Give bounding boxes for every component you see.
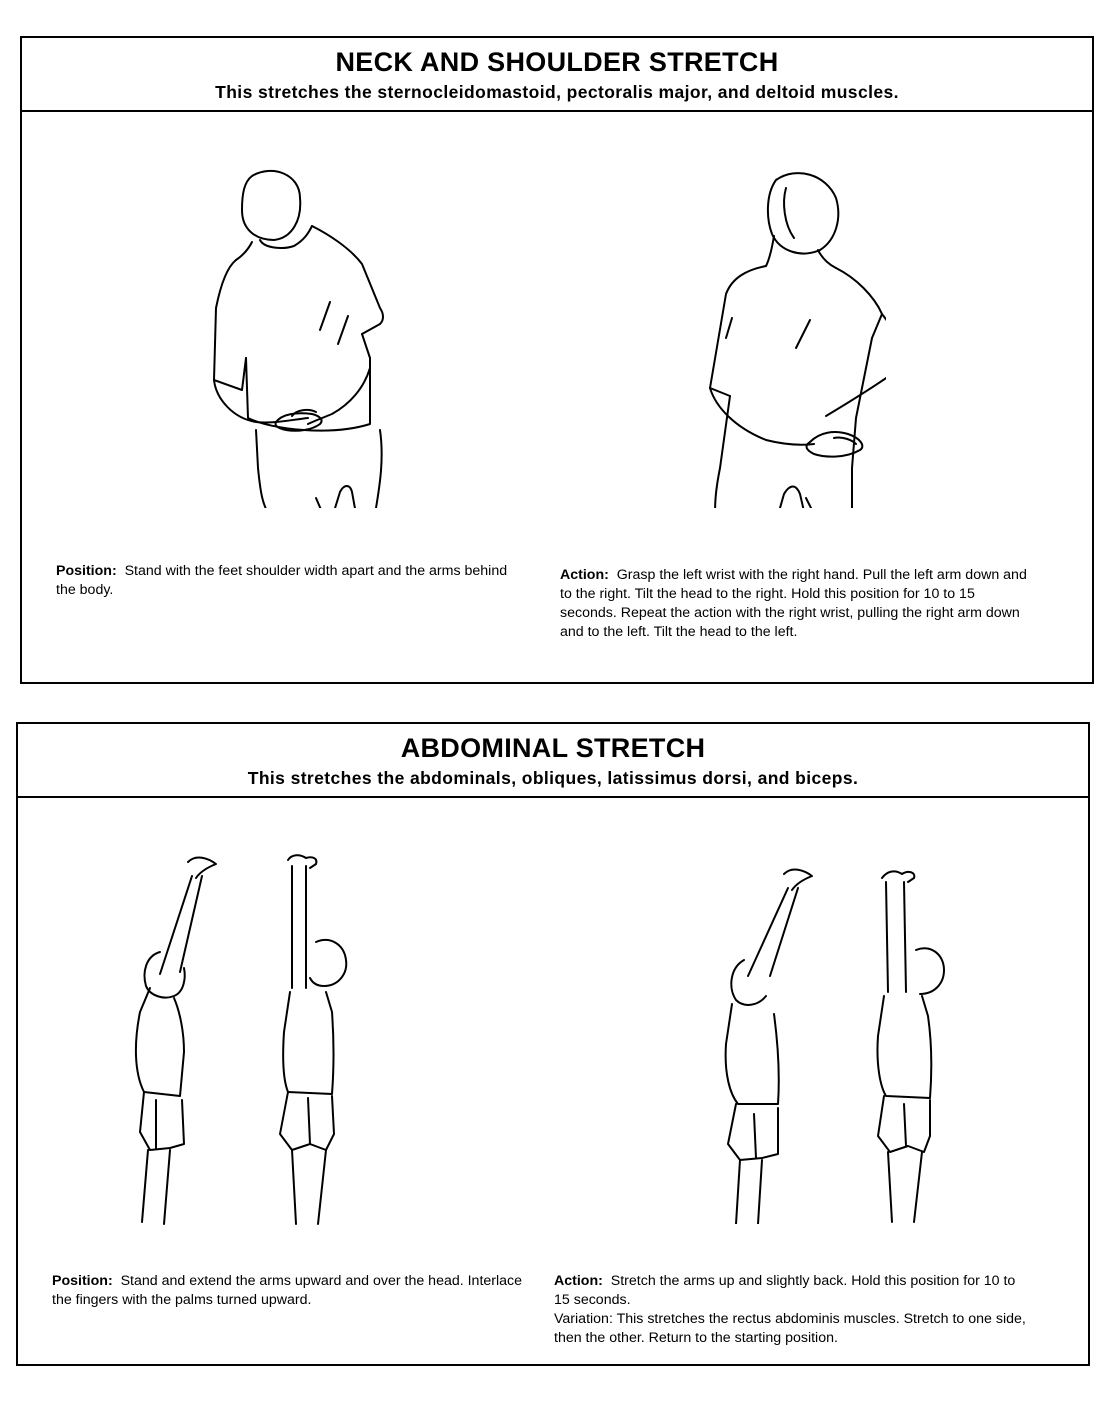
neck-shoulder-stretch-panel bbox=[20, 36, 1094, 684]
neck-stretch-start-illustration bbox=[212, 168, 402, 508]
action-instructions bbox=[554, 1272, 1028, 1348]
abdominal-stretch-panel bbox=[16, 722, 1090, 1366]
position-label: Position: bbox=[52, 1273, 113, 1289]
abdominal-position-side-illustration bbox=[126, 852, 236, 1232]
panel-subtitle: This stretches the abdominals, obliques, latissimus dorsi, and biceps. bbox=[247, 768, 859, 788]
action-label: Action: bbox=[560, 567, 609, 583]
action-text: Grasp the left wrist with the right hand. Pull the left arm down and to the right. Tilt the head to the right. Hold this position for 10 to 15 seconds. Repeat the action with the right wrist, pulling the right arm down and to the left. Tilt the head to the left. bbox=[560, 567, 1027, 640]
position-label: Position: bbox=[56, 563, 117, 579]
abdominal-action-front-illustration bbox=[874, 864, 984, 1224]
panel-title: NECK AND SHOULDER STRETCH bbox=[335, 47, 779, 77]
action-text: Stretch the arms up and slightly back. Hold this position for 10 to 15 seconds. bbox=[554, 1273, 1016, 1308]
action-label: Action: bbox=[554, 1273, 603, 1289]
variation-text: This stretches the rectus abdominis muscles. Stretch to one side, then the other. Return to the starting position. bbox=[554, 1311, 1026, 1346]
panel-header bbox=[18, 724, 1088, 798]
panel-subtitle: This stretches the sternocleidomastoid, pectoralis major, and deltoid muscles. bbox=[215, 82, 899, 102]
panel-title: ABDOMINAL STRETCH bbox=[400, 733, 706, 763]
position-instructions bbox=[56, 562, 526, 600]
position-text: Stand with the feet shoulder width apart and the arms behind the body. bbox=[56, 563, 508, 598]
variation-label: Variation: bbox=[554, 1311, 613, 1327]
action-instructions bbox=[560, 566, 1030, 642]
position-text: Stand and extend the arms upward and over the head. Interlace the fingers with the palms turned upward. bbox=[52, 1273, 523, 1308]
panel-header bbox=[22, 38, 1092, 112]
position-instructions bbox=[52, 1272, 532, 1310]
neck-stretch-action-illustration bbox=[686, 168, 886, 508]
abdominal-action-side-illustration bbox=[718, 864, 828, 1224]
abdominal-position-front-illustration bbox=[276, 852, 386, 1232]
